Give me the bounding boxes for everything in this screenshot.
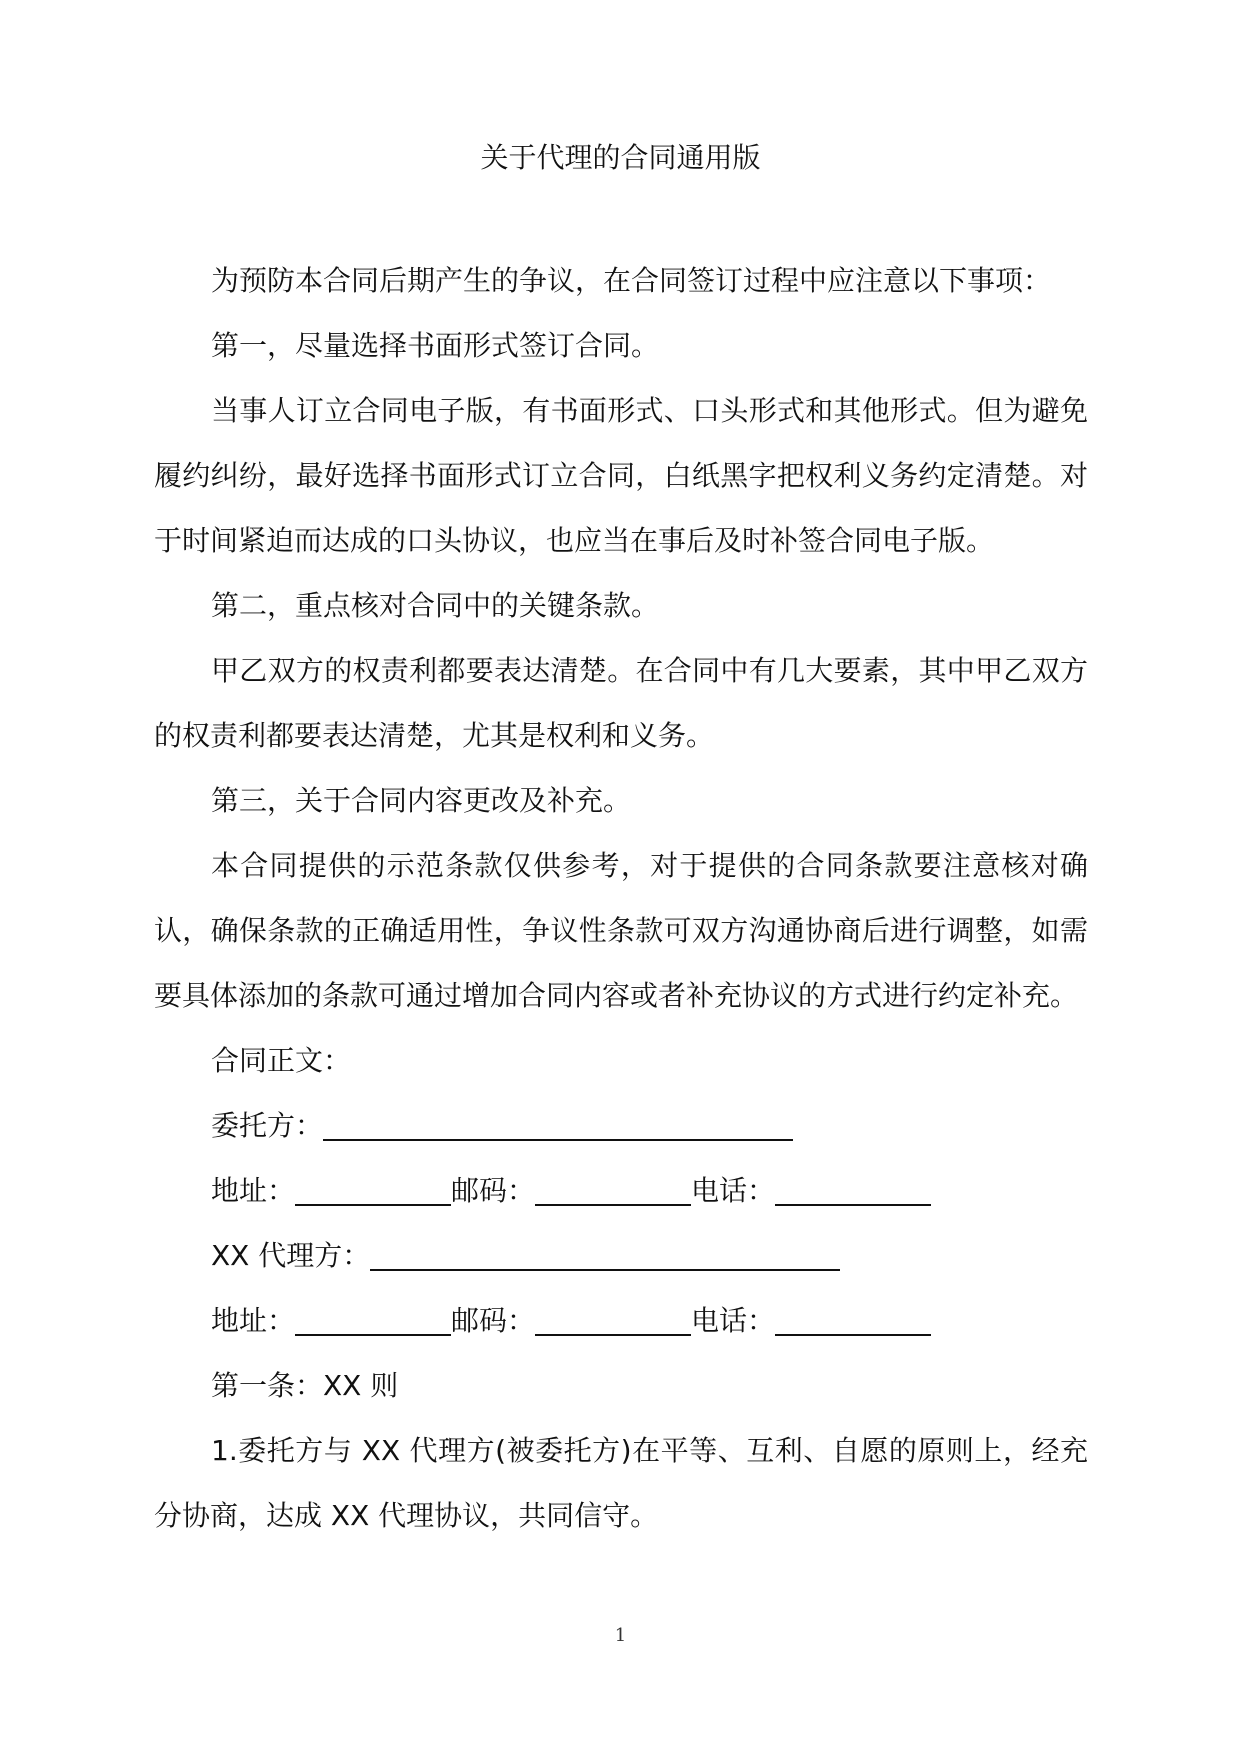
- page-number: 1: [614, 1625, 627, 1646]
- principal-contact-line: [154, 1158, 1088, 1223]
- point1-paragraph: 当事人订立合同电子版，有书面形式、口头形式和其他形式。但为避免履约纠纷，最好选择书面形式订立合同，白纸黑字把权利义务约定清楚。对于时间紧迫而达成的口头协议，也应当在事后及时补签合同电子版。: [154, 394, 1088, 557]
- point3-paragraph: 本合同提供的示范条款仅供参考，对于提供的合同条款要注意核对确认，确保条款的正确适用性，争议性条款可双方沟通协商后进行调整，如需要具体添加的条款可通过增加合同内容或者补充协议的方式进行约定补充。: [154, 849, 1088, 1012]
- principal-address-label: 地址：: [211, 1174, 296, 1207]
- principal-address-blank: [295, 1174, 451, 1206]
- principal-line: [154, 1093, 1088, 1158]
- principal-postcode-blank: [535, 1174, 691, 1206]
- principal-postcode-label: 邮码：: [451, 1174, 536, 1207]
- agent-postcode-label: 邮码：: [451, 1304, 536, 1337]
- principal-phone-label: 电话：: [691, 1174, 776, 1207]
- agent-blank: [370, 1239, 840, 1271]
- document-title: 关于代理的合同通用版: [480, 141, 761, 174]
- principal-blank: [323, 1109, 793, 1141]
- principal-label: 委托方：: [211, 1109, 324, 1142]
- agent-phone-label: 电话：: [691, 1304, 776, 1337]
- point3-heading: 第三，关于合同内容更改及补充。: [211, 784, 632, 817]
- article1-heading: 第一条：XX 则: [211, 1369, 399, 1402]
- principal-phone-blank: [775, 1174, 931, 1206]
- agent-postcode-blank: [535, 1304, 691, 1336]
- agent-label: XX 代理方：: [211, 1239, 371, 1272]
- agent-contact-line: [154, 1288, 1088, 1353]
- agent-phone-blank: [775, 1304, 931, 1336]
- point1-heading: 第一，尽量选择书面形式签订合同。: [211, 329, 660, 362]
- intro-paragraph: 为预防本合同后期产生的争议，在合同签订过程中应注意以下事项：: [211, 264, 1052, 297]
- agent-address-label: 地址：: [211, 1304, 296, 1337]
- document-body: [154, 248, 1088, 1548]
- article1-item1: 1.委托方与 XX 代理方(被委托方)在平等、互利、自愿的原则上，经充分协商，达成 XX 代理协议，共同信守。: [154, 1434, 1088, 1532]
- point2-paragraph: 甲乙双方的权责利都要表达清楚。在合同中有几大要素，其中甲乙双方的权责利都要表达清楚，尤其是权利和义务。: [154, 654, 1088, 752]
- contract-body-label: 合同正文：: [211, 1044, 352, 1077]
- agent-line: [154, 1223, 1088, 1288]
- agent-address-blank: [295, 1304, 451, 1336]
- point2-heading: 第二，重点核对合同中的关键条款。: [211, 589, 660, 622]
